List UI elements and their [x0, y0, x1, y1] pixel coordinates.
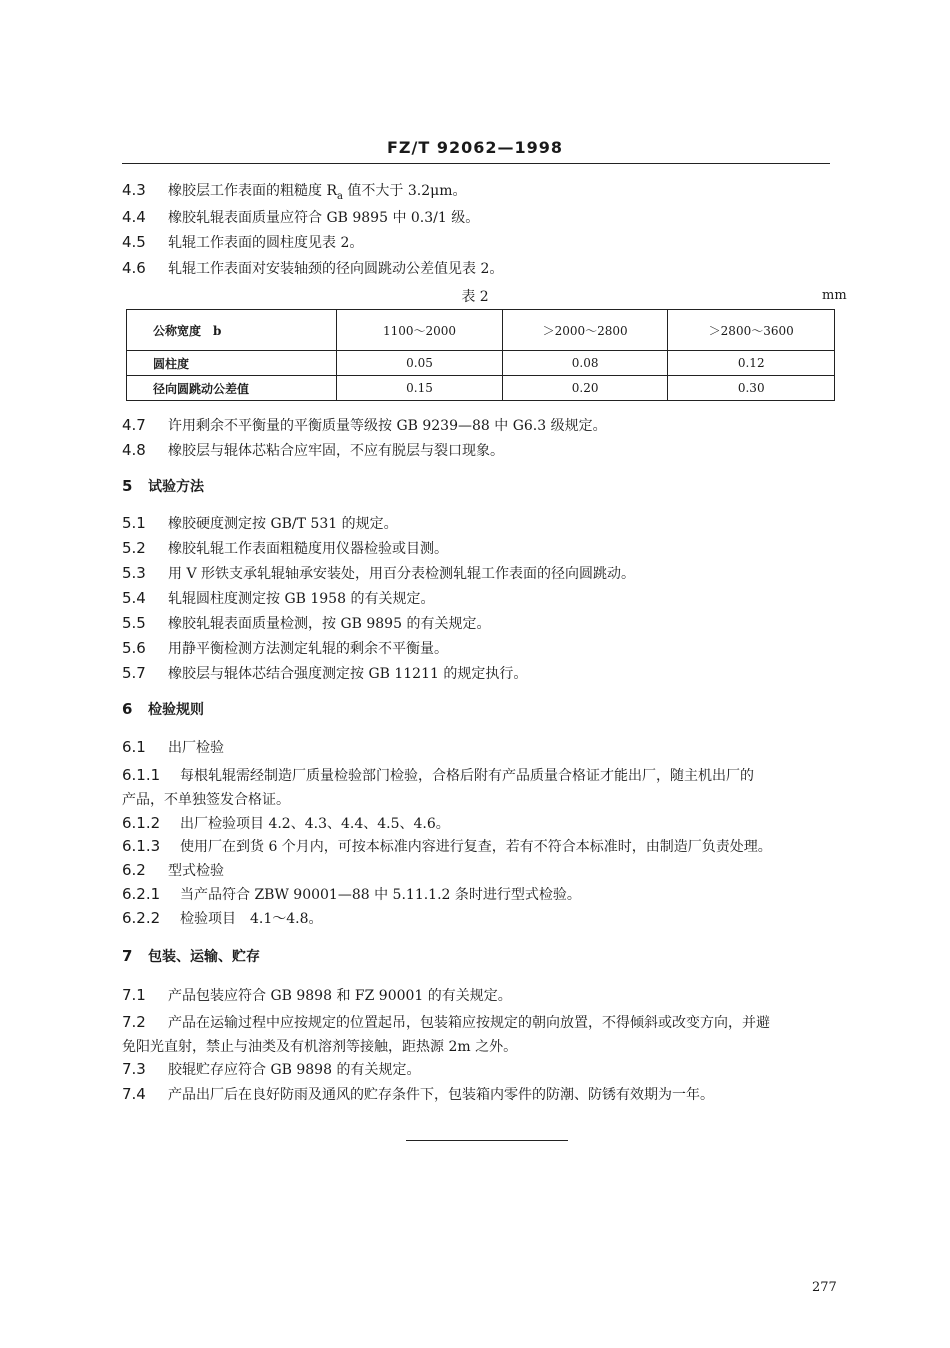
- table-column-header: ＞2800～3600: [668, 310, 835, 351]
- clause-5-3: [122, 563, 635, 583]
- clause-number: 5.4: [122, 589, 146, 607]
- clause-text: 橡胶轧辊工作表面粗糙度用仪器检验或目测。: [168, 541, 448, 557]
- clause-7-4: [122, 1084, 714, 1104]
- clause-6-1: [122, 737, 224, 757]
- clause-6-2-1: [122, 884, 581, 904]
- table-unit: mm: [822, 288, 847, 303]
- table-cell: 0.15: [337, 376, 503, 401]
- section-5-heading: [122, 476, 204, 496]
- header-rule: [122, 163, 830, 164]
- clause-text: 橡胶层与辊体芯粘合应牢固，不应有脱层与裂口现象。: [168, 443, 504, 459]
- clause-5-2: [122, 538, 448, 558]
- clause-5-4: [122, 588, 434, 608]
- clause-text: 橡胶轧辊表面质量应符合 GB 9895 中 0.3/1 级。: [168, 210, 480, 226]
- end-rule: [406, 1140, 568, 1141]
- section-number: 5: [122, 477, 133, 495]
- clause-6-1-2: [122, 813, 450, 833]
- clause-7-1: [122, 985, 512, 1005]
- clause-number: 7.4: [122, 1085, 146, 1103]
- table-cell: 0.30: [668, 376, 835, 401]
- clause-7-3: [122, 1059, 420, 1079]
- clause-text: 许用剩余不平衡量的平衡质量等级按 GB 9239—88 中 G6.3 级规定。: [168, 418, 607, 434]
- clause-4-4: [122, 207, 479, 227]
- clause-4-5: [122, 232, 363, 252]
- clause-number: 5.2: [122, 539, 146, 557]
- clause-number: 7.1: [122, 986, 146, 1004]
- clause-subscript: a: [337, 190, 343, 202]
- table-column-header: 1100～2000: [337, 310, 503, 351]
- clause-text: 产品出厂后在良好防雨及通风的贮存条件下，包装箱内零件的防潮、防锈有效期为一年。: [168, 1087, 714, 1103]
- section-number: 7: [122, 947, 133, 965]
- table-cell: 0.12: [668, 351, 835, 376]
- section-6-heading: [122, 699, 204, 719]
- clause-6-2-2: [122, 908, 323, 928]
- clause-7-2: [122, 1012, 770, 1032]
- clause-number: 4.8: [122, 441, 146, 459]
- table-caption: 表 2: [461, 289, 489, 305]
- clause-text: 用静平衡检测方法测定轧辊的剩余不平衡量。: [168, 641, 448, 657]
- clause-5-7: [122, 663, 527, 683]
- table-cell: 0.05: [337, 351, 503, 376]
- page-number: 277: [812, 1280, 837, 1295]
- clause-number: 6.2.1: [122, 885, 161, 903]
- clause-number: 6.2: [122, 861, 146, 879]
- table-header-row: [127, 310, 835, 351]
- clause-text: 出厂检验: [168, 740, 224, 756]
- table-header-label: 公称宽度 b: [127, 310, 337, 351]
- clause-number: 6.2.2: [122, 909, 161, 927]
- clause-text: 轧辊圆柱度测定按 GB 1958 的有关规定。: [168, 591, 435, 607]
- clause-4-7: [122, 415, 607, 435]
- table-row: [127, 376, 835, 401]
- clause-4-8: [122, 440, 504, 460]
- clause-text: 值不大于 3.2μm。: [342, 183, 467, 199]
- table-2: [126, 309, 835, 401]
- clause-number: 5.3: [122, 564, 146, 582]
- clause-4-3: [122, 180, 467, 202]
- table-row-label: 圆柱度: [127, 351, 337, 376]
- section-title: 检验规则: [148, 702, 204, 718]
- page-header: FZ/T 92062—1998: [386, 138, 564, 157]
- clause-number: 4.6: [122, 259, 146, 277]
- clause-text: 胶辊贮存应符合 GB 9898 的有关规定。: [168, 1062, 421, 1078]
- clause-number: 5.6: [122, 639, 146, 657]
- clause-6-2: [122, 860, 224, 880]
- clause-number: 6.1.2: [122, 814, 161, 832]
- table-row: [127, 351, 835, 376]
- section-number: 6: [122, 700, 133, 718]
- clause-text: 产品包装应符合 GB 9898 和 FZ 90001 的有关规定。: [168, 988, 512, 1004]
- section-7-heading: [122, 946, 260, 966]
- clause-text: 橡胶硬度测定按 GB/T 531 的规定。: [168, 516, 398, 532]
- clause-text: 轧辊工作表面对安装轴颈的径向圆跳动公差值见表 2。: [168, 261, 504, 277]
- clause-text: 型式检验: [168, 863, 224, 879]
- section-title: 包装、运输、贮存: [148, 949, 260, 965]
- clause-5-1: [122, 513, 398, 533]
- clause-7-2-continuation: 免阳光直射，禁止与油类及有机溶剂等接触，距热源 2m 之外。: [122, 1039, 518, 1055]
- clause-number: 5.1: [122, 514, 146, 532]
- clause-text: 橡胶轧辊表面质量检测，按 GB 9895 的有关规定。: [168, 616, 491, 632]
- table-row-label: 径向圆跳动公差值: [127, 376, 337, 401]
- clause-number: 6.1: [122, 738, 146, 756]
- clause-number: 4.5: [122, 233, 146, 251]
- table-cell: 0.08: [502, 351, 668, 376]
- clause-5-5: [122, 613, 490, 633]
- clause-6-1-1-continuation: 产品，不单独签发合格证。: [122, 792, 290, 808]
- clause-number: 4.4: [122, 208, 146, 226]
- section-title: 试验方法: [148, 479, 204, 495]
- clause-6-1-3: [122, 836, 772, 856]
- clause-text: 轧辊工作表面的圆柱度见表 2。: [168, 235, 364, 251]
- clause-text: 用 V 形铁支承轧辊轴承安装处，用百分表检测轧辊工作表面的径向圆跳动。: [168, 566, 636, 582]
- clause-text: 出厂检验项目 4.2、4.3、4.4、4.5、4.6。: [180, 816, 450, 832]
- clause-number: 6.1.3: [122, 837, 161, 855]
- clause-text: 橡胶层与辊体芯结合强度测定按 GB 11211 的规定执行。: [168, 666, 528, 682]
- clause-text: 橡胶层工作表面的粗糙度 R: [168, 183, 337, 199]
- clause-text: 每根轧辊需经制造厂质量检验部门检验，合格后附有产品质量合格证才能出厂，随主机出厂的: [180, 768, 754, 784]
- table-cell: 0.20: [502, 376, 668, 401]
- clause-number: 4.7: [122, 416, 146, 434]
- clause-text: 当产品符合 ZBW 90001—88 中 5.11.1.2 条时进行型式检验。: [180, 887, 581, 903]
- clause-number: 7.3: [122, 1060, 146, 1078]
- clause-number: 7.2: [122, 1013, 146, 1031]
- clause-number: 5.5: [122, 614, 146, 632]
- clause-text: 使用厂在到货 6 个月内，可按本标准内容进行复查，若有不符合本标准时，由制造厂负责处理。: [180, 839, 772, 855]
- clause-text: 产品在运输过程中应按规定的位置起吊，包装箱应按规定的朝向放置，不得倾斜或改变方向，并避: [168, 1015, 770, 1031]
- clause-4-6: [122, 258, 503, 278]
- clause-number: 4.3: [122, 181, 146, 199]
- clause-5-6: [122, 638, 448, 658]
- clause-text: 检验项目 4.1～4.8。: [180, 911, 323, 927]
- clause-6-1-1: [122, 765, 754, 785]
- clause-number: 5.7: [122, 664, 146, 682]
- table-column-header: ＞2000～2800: [502, 310, 668, 351]
- clause-number: 6.1.1: [122, 766, 161, 784]
